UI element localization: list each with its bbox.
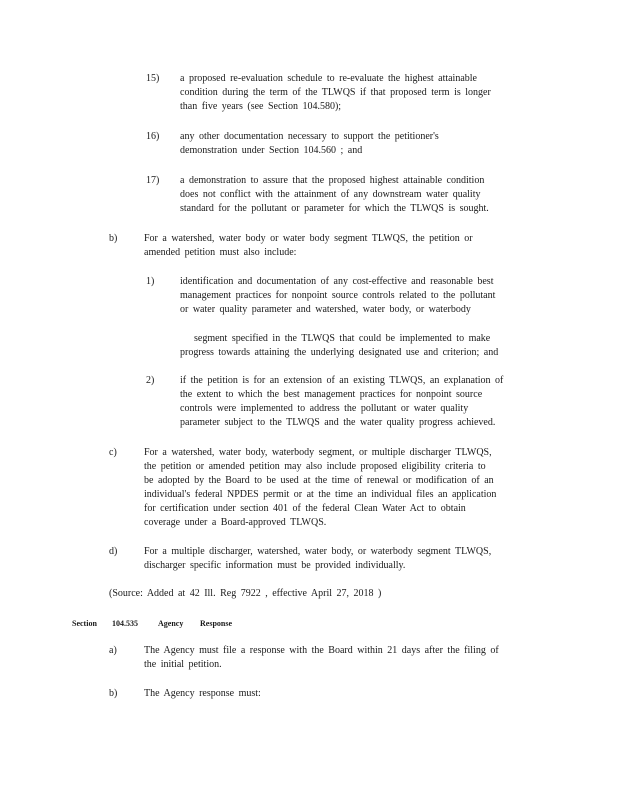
text-line: the petition or amended petition may also include proposed eligibility criteria to bbox=[144, 461, 486, 472]
text-line: coverage under a Board-approved TLWQS. bbox=[144, 517, 327, 528]
text-line: For a multiple discharger, watershed, water body, or waterbody segment TLWQS, bbox=[144, 546, 492, 557]
item-number: 2) bbox=[146, 375, 155, 386]
text-line: management practices for nonpoint source controls related to the pollutant bbox=[180, 290, 496, 301]
item-number: 16) bbox=[146, 131, 160, 142]
text-line: the initial petition. bbox=[144, 659, 222, 670]
text-line: amended petition must also include: bbox=[144, 247, 297, 258]
text-line: For a watershed, water body or water body segment TLWQS, the petition or bbox=[144, 233, 473, 244]
text-line: than five years (see Section 104.580); bbox=[180, 101, 342, 112]
item-number: b) bbox=[109, 233, 118, 244]
item-number: 17) bbox=[146, 175, 160, 186]
text-line: condition during the term of the TLWQS if that proposed term is longer bbox=[180, 87, 491, 98]
text-line: (Source: Added at 42 Ill. Reg 7922 , effective April 27, 2018 ) bbox=[109, 588, 382, 599]
text-line: a proposed re-evaluation schedule to re-evaluate the highest attainable bbox=[180, 73, 477, 84]
text-line: or water quality parameter and watershed, water body, or waterbody bbox=[180, 304, 471, 315]
item-text bbox=[144, 644, 499, 672]
item-number: d) bbox=[109, 546, 118, 557]
section-title-word: Response bbox=[200, 619, 233, 628]
section-number: 104.535 bbox=[112, 619, 138, 628]
text-line: The Agency must file a response with the Board within 21 days after the filing of bbox=[144, 645, 499, 656]
item-text bbox=[180, 72, 491, 114]
item-number: 1) bbox=[146, 276, 155, 287]
section-title-word: Agency bbox=[158, 619, 184, 628]
text-line: controls were implemented to address the pollutant or water quality bbox=[180, 403, 469, 414]
item-number: a) bbox=[109, 645, 117, 656]
source-text bbox=[109, 587, 381, 601]
item-text bbox=[144, 545, 491, 573]
text-line: segment specified in the TLWQS that could be implemented to make bbox=[194, 333, 491, 344]
text-line: individual's federal NPDES permit or at the time an individual files an application bbox=[144, 489, 497, 500]
item-text bbox=[180, 332, 498, 360]
item-text bbox=[144, 232, 473, 260]
item-text bbox=[144, 446, 496, 530]
text-line: if the petition is for an extension of an existing TLWQS, an explanation of bbox=[180, 375, 504, 386]
text-line: for certification under section 401 of the federal Clean Water Act to obtain bbox=[144, 503, 466, 514]
item-number: 15) bbox=[146, 73, 160, 84]
text-line: demonstration under Section 104.560 ; and bbox=[180, 145, 363, 156]
text-line: identification and documentation of any cost-effective and reasonable best bbox=[180, 276, 494, 287]
text-line: progress towards attaining the underlying designated use and criterion; and bbox=[180, 347, 499, 358]
text-line: any other documentation necessary to support the petitioner's bbox=[180, 131, 439, 142]
item-text bbox=[180, 374, 503, 430]
item-number: b) bbox=[109, 688, 118, 699]
text-line: The Agency response must: bbox=[144, 688, 261, 699]
text-line: standard for the pollutant or parameter for which the TLWQS is sought. bbox=[180, 203, 489, 214]
item-text bbox=[144, 687, 261, 701]
text-line: does not conflict with the attainment of any downstream water quality bbox=[180, 189, 481, 200]
section-label: Section bbox=[72, 619, 97, 628]
item-number: c) bbox=[109, 447, 117, 458]
item-text bbox=[180, 174, 489, 216]
text-line: be adopted by the Board to be used at the time of renewal or modification of an bbox=[144, 475, 494, 486]
text-line: For a watershed, water body, waterbody segment, or multiple discharger TLWQS, bbox=[144, 447, 492, 458]
text-line: a demonstration to assure that the proposed highest attainable condition bbox=[180, 175, 485, 186]
text-line: the extent to which the best management practices for nonpoint source bbox=[180, 389, 483, 400]
item-text bbox=[180, 275, 495, 317]
item-text bbox=[180, 130, 439, 158]
text-line: discharger specific information must be provided individually. bbox=[144, 560, 406, 571]
text-line: parameter subject to the TLWQS and the water quality progress achieved. bbox=[180, 417, 496, 428]
